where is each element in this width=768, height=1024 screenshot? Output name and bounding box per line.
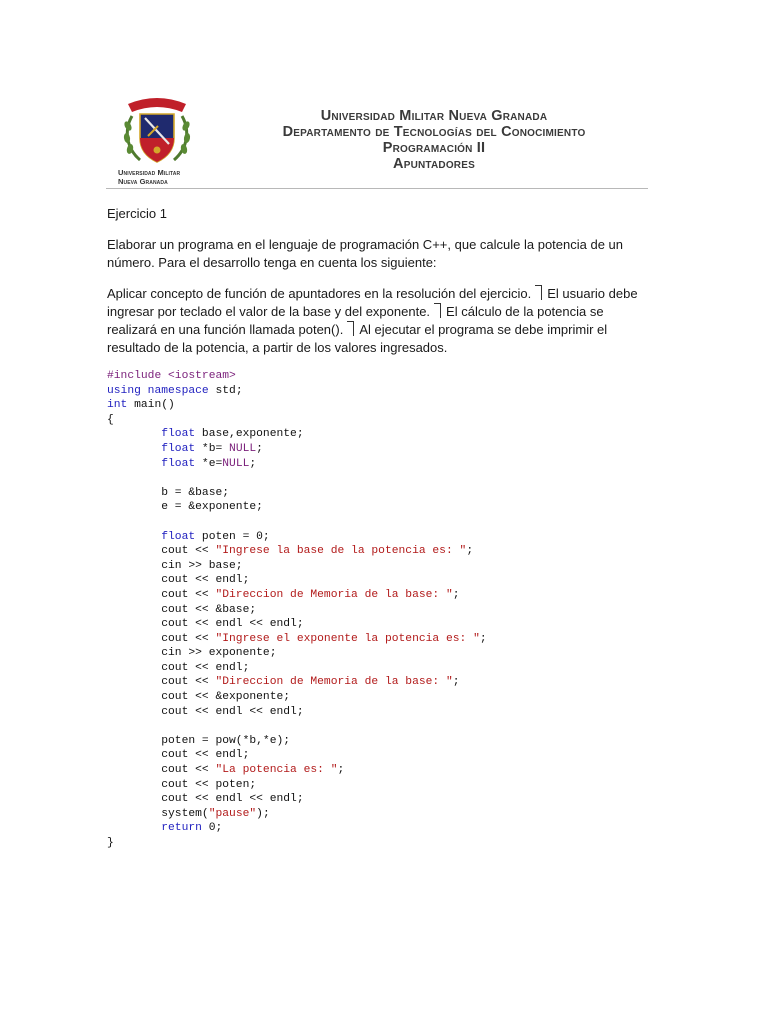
code-token <box>107 443 161 455</box>
code-token <box>107 458 161 470</box>
code-token: cout << poten; <box>107 778 257 791</box>
code-token: NULL <box>229 442 257 455</box>
code-token: "Ingrese el exponente la potencia es: " <box>215 632 480 645</box>
code-token <box>107 428 161 440</box>
code-line <box>107 646 627 661</box>
code-line <box>107 384 627 399</box>
code-token: b = &base; <box>107 486 230 499</box>
code-token: cout << endl; <box>107 749 250 762</box>
code-line <box>107 748 627 763</box>
requirement-2: El usuario debe ingresar por teclado el valor de la base y del exponente. <box>107 286 638 319</box>
code-token: ); <box>256 807 270 820</box>
university-crest-icon <box>118 94 196 172</box>
code-line <box>107 573 627 588</box>
code-line <box>107 763 627 778</box>
code-token: ; <box>249 457 257 470</box>
code-token: "La potencia es: " <box>215 764 338 777</box>
code-token: NULL <box>222 457 250 470</box>
code-token: cout << <box>107 676 216 689</box>
code-token: base,exponente; <box>195 428 304 441</box>
department-name: Departamento de Tecnologías del Conocimiento <box>282 124 586 140</box>
code-token: *e= <box>195 457 223 470</box>
code-token: poten = pow(*b,*e); <box>107 734 291 747</box>
code-token: float <box>161 530 196 543</box>
code-line <box>107 398 627 413</box>
bullet-glyph-icon <box>347 321 354 336</box>
code-token: { <box>107 413 114 426</box>
code-token: cout << <box>107 588 216 601</box>
code-token: ; <box>479 632 487 645</box>
code-token: cout << endl << endl; <box>107 618 304 631</box>
code-line <box>107 442 627 457</box>
code-line <box>107 632 627 647</box>
code-token: 0; <box>201 822 223 835</box>
code-line <box>107 661 627 676</box>
code-token: main() <box>127 399 175 412</box>
code-token: cout << &exponente; <box>107 691 291 704</box>
bullet-glyph-icon <box>535 285 542 300</box>
code-line <box>107 471 627 486</box>
code-line <box>107 457 627 472</box>
code-line <box>107 705 627 720</box>
code-listing <box>107 369 627 851</box>
code-token: ; <box>452 588 460 601</box>
code-token: ; <box>452 676 460 689</box>
code-line <box>107 427 627 442</box>
code-token: *b= <box>195 442 230 455</box>
code-token: poten = 0; <box>195 530 270 543</box>
code-line <box>107 675 627 690</box>
exercise-requirements <box>107 285 655 357</box>
course-name: Programación II <box>382 140 486 156</box>
code-token: cin >> exponente; <box>107 647 277 660</box>
code-token: system( <box>107 807 209 820</box>
code-token: cout << <box>107 545 216 558</box>
code-token: float <box>161 442 196 455</box>
code-line <box>107 821 627 836</box>
logo-caption <box>118 168 198 186</box>
topic-name: Apuntadores <box>393 156 475 172</box>
code-line <box>107 413 627 428</box>
code-token: } <box>107 837 114 849</box>
code-line <box>107 807 627 822</box>
code-token: return <box>161 822 202 835</box>
code-token: ; <box>256 442 263 455</box>
code-token: "Direccion de Memoria de la base: " <box>215 588 453 601</box>
code-line <box>107 778 627 793</box>
code-line <box>107 719 627 734</box>
requirement-3: El cálculo de la potencia se realizará en una función llamada poten(). <box>107 304 604 337</box>
logo-caption-line1: Universidad Militar <box>118 168 181 177</box>
code-token: cout << endl << endl; <box>107 705 304 718</box>
code-token <box>107 531 161 543</box>
document-header <box>106 90 648 188</box>
requirement-4: Al ejecutar el programa se debe imprimir el resultado de la potencia, a partir de los valores ingresados. <box>107 322 608 355</box>
code-token: e = &exponente; <box>107 501 263 514</box>
code-token: "pause" <box>208 807 257 820</box>
logo-caption-line2: Nueva Granada <box>118 177 168 186</box>
code-line <box>107 559 627 574</box>
code-token: cin >> base; <box>107 559 243 572</box>
code-line <box>107 690 627 705</box>
requirement-1: Aplicar concepto de función de apuntadores en la resolución del ejercicio. <box>107 286 532 301</box>
code-token <box>107 822 161 834</box>
code-token: using namespace <box>107 384 209 397</box>
code-line <box>107 369 627 384</box>
code-token: cout << &base; <box>107 603 257 616</box>
code-line <box>107 836 627 851</box>
code-token: float <box>161 457 196 470</box>
university-name: Universidad Militar Nueva Granada <box>320 108 548 124</box>
exercise-title: Ejercicio 1 <box>107 206 167 221</box>
code-line <box>107 617 627 632</box>
code-line <box>107 486 627 501</box>
code-line <box>107 603 627 618</box>
header-titles <box>214 108 654 172</box>
code-token: cout << <box>107 632 216 645</box>
code-token: ; <box>466 545 474 558</box>
code-token: cout << endl << endl; <box>107 793 304 806</box>
code-token: "Ingrese la base de la potencia es: " <box>215 545 467 558</box>
code-token: ; <box>337 764 345 777</box>
code-token: float <box>161 428 196 441</box>
exercise-statement: Elaborar un programa en el lenguaje de programación C++, que calcule la potencia de un número. Para el desarrollo tenga en cuenta los siguiente: <box>107 237 624 270</box>
code-token: cout << endl; <box>107 661 250 674</box>
code-token: cout << endl; <box>107 574 250 587</box>
code-token: #include <iostream> <box>107 370 236 382</box>
code-token: std; <box>208 384 243 397</box>
code-line <box>107 734 627 749</box>
code-line <box>107 544 627 559</box>
bullet-glyph-icon <box>434 303 441 318</box>
code-line <box>107 500 627 515</box>
code-token: int <box>107 399 128 412</box>
code-line <box>107 792 627 807</box>
code-line <box>107 530 627 545</box>
header-divider <box>106 188 648 189</box>
code-line <box>107 588 627 603</box>
code-token: "Direccion de Memoria de la base: " <box>215 676 453 689</box>
code-token: cout << <box>107 764 216 777</box>
code-line <box>107 515 627 530</box>
